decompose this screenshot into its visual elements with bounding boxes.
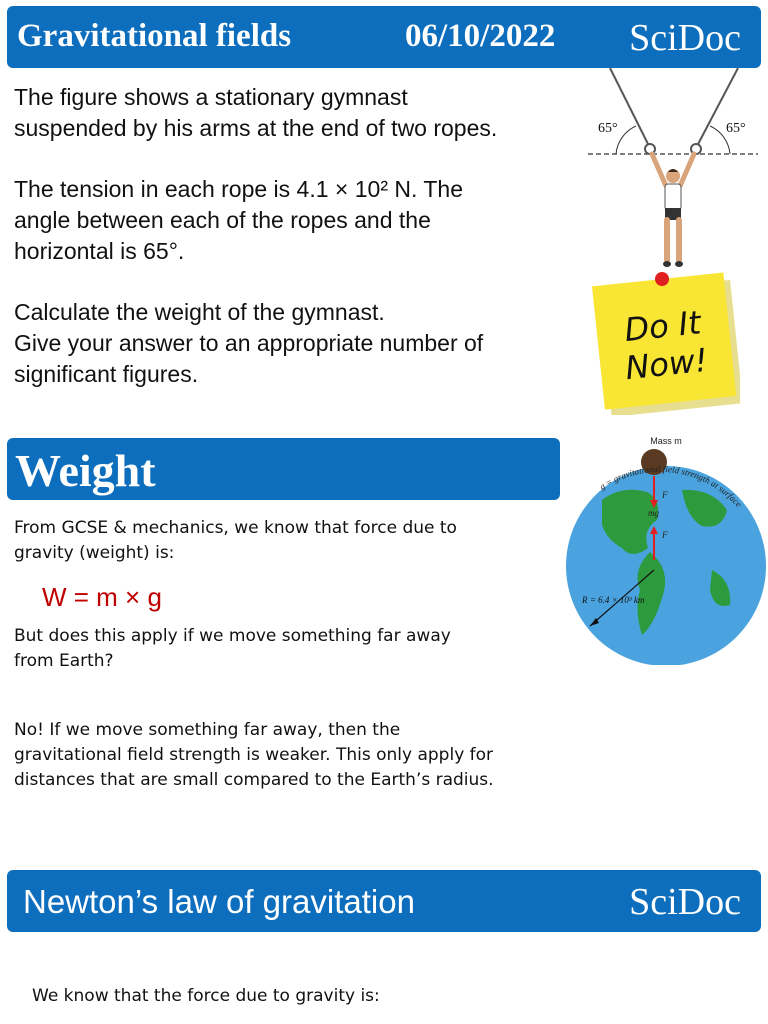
question-tension [14, 174, 463, 267]
question-line: The figure shows a stationary gymnast [14, 84, 408, 110]
section-title-newton: Newton’s law of gravitation [23, 883, 415, 920]
page-date: 06/10/2022 [405, 18, 556, 54]
angle-label-right: 65° [726, 121, 746, 136]
question-line: Give your answer to an appropriate number of [14, 330, 484, 356]
mass-label: Mass m [650, 436, 682, 446]
angle-label-left: 65° [598, 121, 618, 136]
earth-figure [562, 430, 768, 665]
body-line: distances that are small compared to the Earth’s radius. [14, 770, 494, 790]
gymnast-figure [588, 68, 763, 273]
force-label-top: F [662, 490, 668, 500]
newton-text: We know that the force due to gravity is: [32, 986, 380, 1006]
question-line: The tension in each rope is 4.1 × 10² N. The [14, 176, 463, 202]
force-label: F [662, 530, 668, 540]
weight-formula: W = m × g [42, 582, 162, 612]
newton-banner [7, 870, 761, 932]
brand-logo-text: SciDoc [629, 17, 741, 59]
body-line: From GCSE & mechanics, we know that force due to [14, 518, 457, 538]
body-line: from Earth? [14, 651, 114, 671]
radius-label: R = 6.4 × 10³ km [582, 595, 645, 605]
do-it-now-note [590, 265, 740, 415]
page-title: Gravitational fields [17, 18, 292, 54]
body-line: gravity (weight) is: [14, 543, 175, 563]
body-line: But does this apply if we move something far away [14, 626, 451, 646]
note-line1: Do It [622, 303, 703, 350]
arc-label: g = gravitational field strength at surface [597, 463, 744, 510]
question-task [14, 297, 483, 390]
question-line: significant figures. [14, 361, 199, 387]
question-line: angle between each of the ropes and the [14, 207, 431, 233]
body-line: No! If we move something far away, then the [14, 720, 401, 740]
question-line: Calculate the weight of the gymnast. [14, 299, 385, 325]
pin-icon [655, 272, 669, 286]
brand-logo-text: SciDoc [629, 881, 741, 923]
section-title-weight: Weight [15, 445, 156, 496]
body-line: gravitational field strength is weaker. This only apply for [14, 745, 494, 765]
header-banner [7, 6, 761, 68]
mg-label: mg [648, 508, 659, 518]
note-line2: Now! [623, 340, 710, 388]
weight-answer [14, 718, 494, 793]
weight-banner [7, 438, 560, 500]
question-intro [14, 82, 497, 144]
question-line: suspended by his arms at the end of two ropes. [14, 115, 498, 141]
weight-question [14, 624, 451, 674]
weight-intro [14, 516, 457, 566]
question-line: horizontal is 65°. [14, 238, 185, 264]
